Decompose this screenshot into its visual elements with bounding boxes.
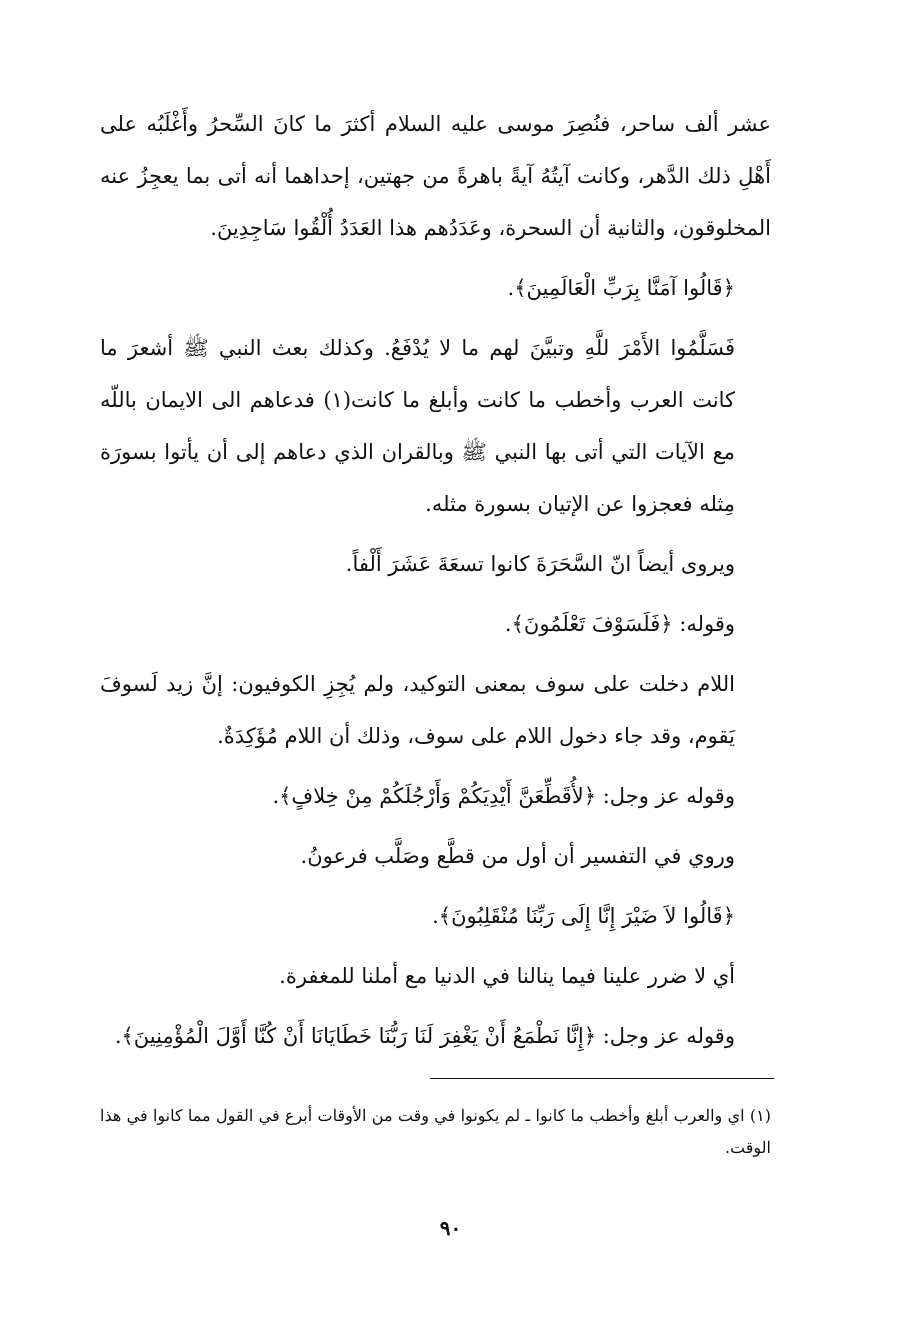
paragraph-6: اللام دخلت على سوف بمعنى التوكيد، ولم يُجِزِ الكوفيون: إنَّ زيد لَسوفَ يَقوم، وقد جاء دخول اللام على سوف، وذلك أن اللام مُؤَكِدَةٌ. — [100, 672, 735, 748]
main-text — [100, 98, 771, 1062]
paragraph-5: وقوله: ﴿فَلَسَوْفَ تَعْلَمُونَ﴾. — [504, 612, 735, 636]
paragraph-8: وروي في التفسير أن أول من قطَّع وصَلَّب فرعونُ. — [300, 844, 735, 868]
footnote — [100, 1100, 771, 1164]
paragraph-3: فَسَلَّمُوا الأَمْرَ للَّهِ وتبيَّنَ لهم ما لا يُدْفَعُ. وكذلك بعث النبي ﷺ أشعرَ ما كانت العرب وأخطب ما كانت وأبلغ ما كانت(١) فدعاهم الى الايمان باللّه مع الآيات التي أتى بها النبي ﷺ وبالقران الذي دعاهم إلى أن يأتوا بسورَة مِثله فعجزوا عن الإتيان بسورة مثله. — [100, 336, 736, 516]
paragraph-10: أي لا ضرر علينا فيما ينالنا في الدنيا مع أملنا للمغفرة. — [279, 964, 735, 988]
footnote-text: (١) اي والعرب أبلغ وأخطب ما كانوا ـ لم يكونوا في وقت من الأوقات أبرع في القول مما كانوا في هذا الوقت. — [100, 1106, 771, 1157]
paragraph-9-quran-verse: ﴿قَالُوا لاَ ضَيْرَ إِنَّا إِلَى رَبِّنَا مُنْقَلِبُونَ﴾. — [432, 904, 735, 928]
page-number: ٩٠ — [439, 1216, 462, 1240]
footnote-divider — [430, 1078, 774, 1079]
paragraph-11: وقوله عز وجل: ﴿إِنَّا نَطْمَعُ أَنْ يَغْفِرَ لَنَا رَبُّنَا خَطَايَانَا أَنْ كُنَّا أَوَّلَ الْمُؤْمِنِينَ﴾. — [114, 1024, 735, 1048]
paragraph-4: ويروى أيضاً انّ السَّحَرَةَ كانوا تسعَةَ عَشَرَ أَلْفاً. — [345, 552, 735, 576]
paragraph-2-quran-verse: ﴿قَالُوا آمَنَّا بِرَبِّ الْعَالَمِينَ﴾. — [507, 276, 735, 300]
paragraph-7: وقوله عز وجل: ﴿لأُقَطِّعَنَّ أَيْدِيَكُمْ وَأَرْجُلَكُمْ مِنْ خِلافٍ﴾. — [272, 784, 735, 808]
paragraph-1: عشر ألف ساحر، فنُصِرَ موسى عليه السلام أكثرَ ما كانَ السِّحرُ وأَغْلَبُه على أَهْلِ ذلك الدَّهر، وكانت آيتُهُ آيةً باهرةً من جهتين، إحداهما أنه أتى بما يعجِزُ عنه المخلوقون، والثانية أن السحرة، وعَدَدُهم هذا العَدَدُ أُلْقُوا سَاجِدِينَ. — [100, 112, 771, 240]
